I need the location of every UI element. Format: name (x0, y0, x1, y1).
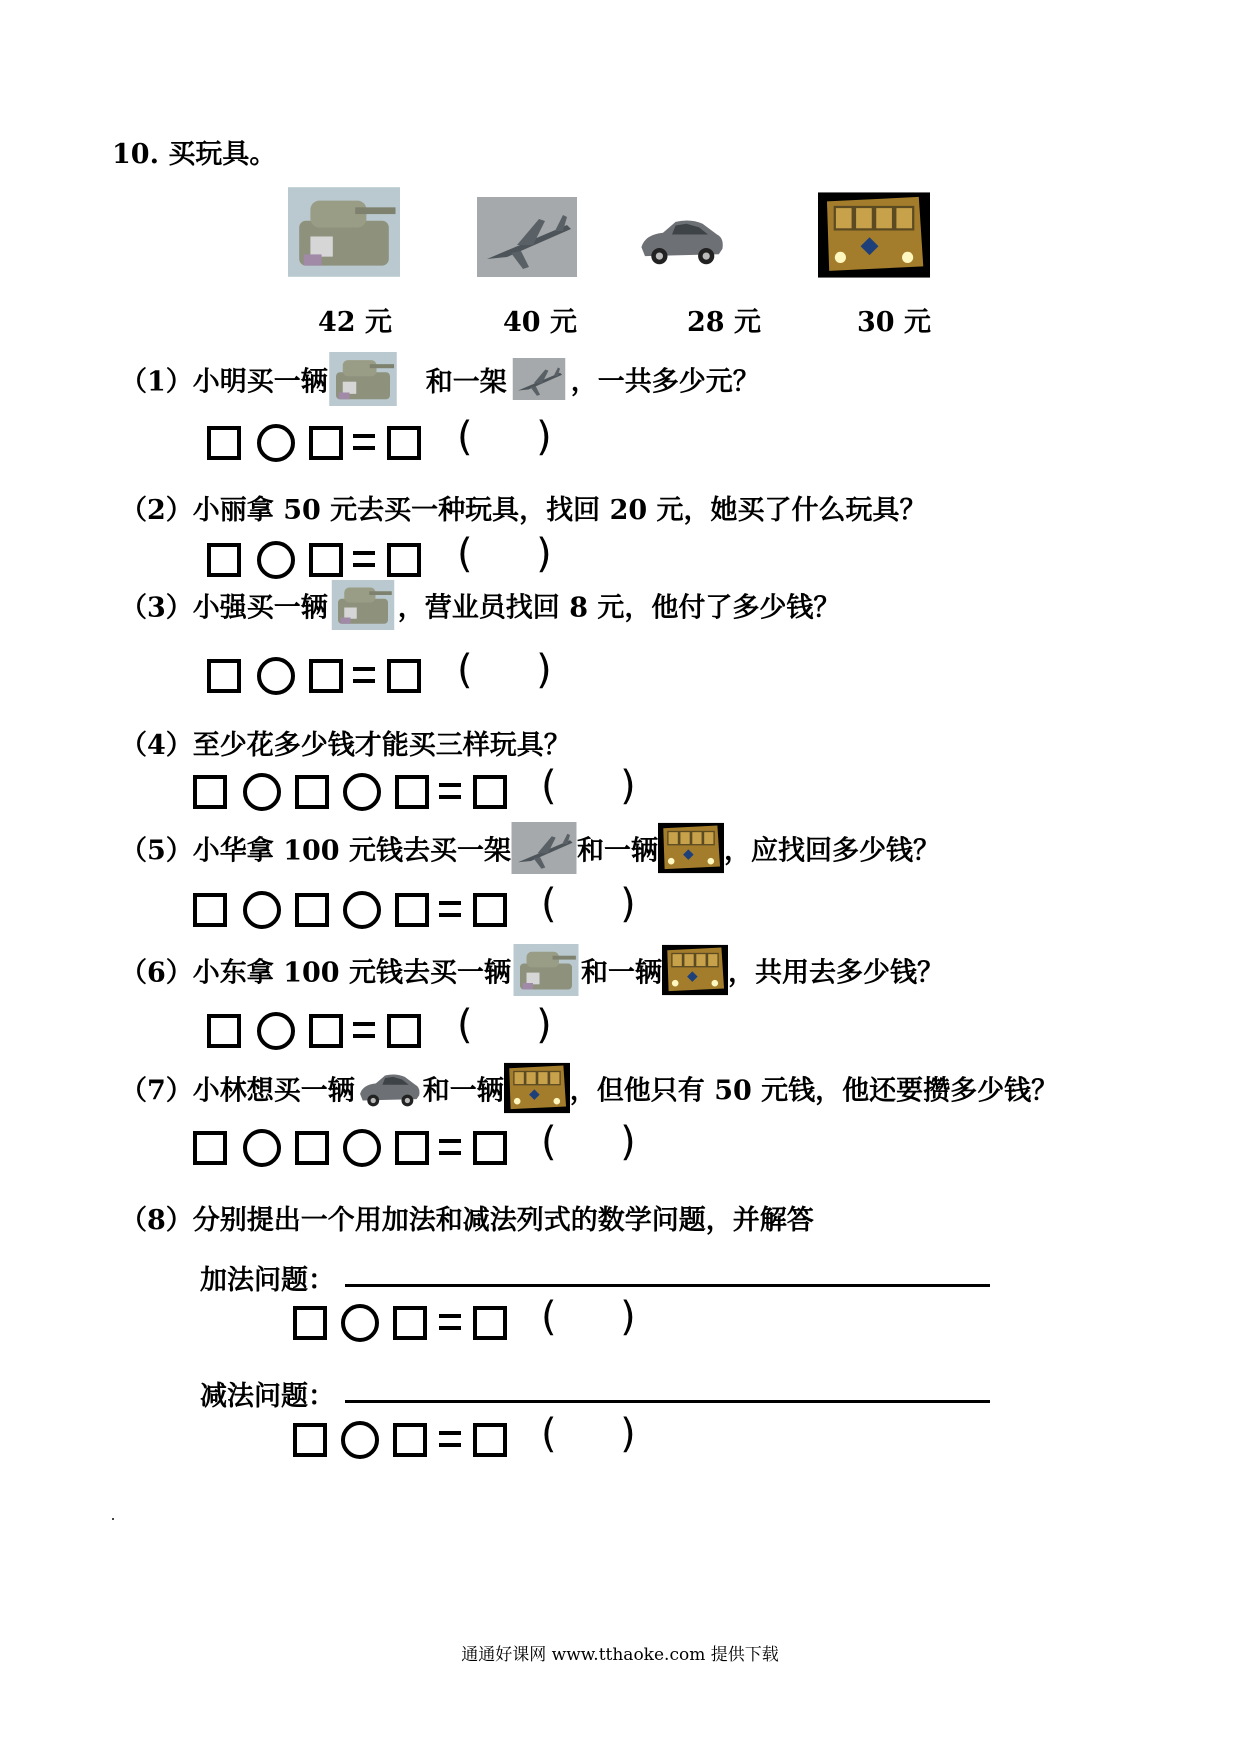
answer-box[interactable] (387, 1014, 421, 1048)
tank-image (288, 187, 400, 277)
tank-price: 42 元 (318, 307, 392, 338)
answer-box[interactable] (193, 1131, 227, 1165)
section-title: 10. 买玩具。 (112, 139, 277, 170)
operator-circle[interactable] (257, 541, 295, 579)
answer-box[interactable] (395, 893, 429, 927)
operator-circle[interactable] (243, 891, 281, 929)
equals-sign (439, 1314, 461, 1330)
plane-price: 40 元 (503, 307, 577, 338)
bus-image (818, 192, 930, 278)
plane-icon (511, 822, 577, 874)
answer-box[interactable] (295, 775, 329, 809)
answer-box[interactable] (395, 1131, 429, 1165)
footer-credit: 通通好课网 www.tthaoke.com 提供下载 (461, 1645, 779, 1665)
answer-box[interactable] (387, 659, 421, 693)
unit-parentheses[interactable]: ( ) (541, 881, 636, 927)
tank-icon (328, 580, 398, 630)
answer-box[interactable] (207, 543, 241, 577)
unit-parentheses[interactable]: ( ) (457, 1002, 552, 1048)
operator-circle[interactable] (341, 1421, 379, 1459)
answer-box[interactable] (387, 543, 421, 577)
answer-box[interactable] (393, 1306, 427, 1340)
answer-box[interactable] (207, 1014, 241, 1048)
unit-parentheses[interactable]: ( ) (457, 647, 552, 693)
equals-sign (353, 434, 375, 450)
answer-box[interactable] (387, 426, 421, 460)
answer-equation-1 (207, 414, 567, 468)
unit-parentheses[interactable]: ( ) (457, 531, 552, 577)
subtraction-answer-line[interactable] (345, 1400, 990, 1403)
subtraction-equation (293, 1411, 653, 1465)
question-7: （7）小林想买一辆 和一辆 ，但他只有 50 元钱，他还要攒多少钱？ (120, 1062, 1058, 1114)
bus-icon (504, 1062, 570, 1114)
equals-sign (439, 1431, 461, 1447)
plane-icon (507, 358, 571, 400)
answer-box[interactable] (207, 659, 241, 693)
answer-box[interactable] (309, 543, 343, 577)
answer-box[interactable] (473, 1306, 507, 1340)
equals-sign (353, 1022, 375, 1038)
answer-equation-6 (207, 1002, 567, 1056)
answer-box[interactable] (393, 1423, 427, 1457)
question-4: （4）至少花多少钱才能买三样玩具？ (120, 730, 571, 761)
answer-equation-4 (193, 763, 653, 817)
question-3: （3）小强买一辆 ，营业员找回 8 元，他付了多少钱？ (120, 580, 840, 630)
answer-equation-3 (207, 647, 567, 701)
equals-sign (353, 551, 375, 567)
stray-mark (112, 1518, 114, 1520)
answer-box[interactable] (295, 1131, 329, 1165)
car-image (636, 207, 726, 271)
answer-box[interactable] (207, 426, 241, 460)
answer-box[interactable] (309, 426, 343, 460)
bus-price: 30 元 (857, 307, 931, 338)
question-8: （8）分别提出一个用加法和减法列式的数学问题，并解答 (120, 1205, 814, 1236)
answer-box[interactable] (295, 893, 329, 927)
car-icon (355, 1065, 423, 1111)
answer-box[interactable] (193, 893, 227, 927)
operator-circle[interactable] (257, 424, 295, 462)
operator-circle[interactable] (243, 773, 281, 811)
answer-box[interactable] (293, 1423, 327, 1457)
answer-box[interactable] (473, 1423, 507, 1457)
addition-answer-line[interactable] (345, 1284, 990, 1287)
question-5: （5）小华拿 100 元钱去买一架 和一辆 ，应找回多少钱？ (120, 822, 940, 874)
answer-equation-2 (207, 531, 567, 585)
bus-icon (662, 944, 728, 996)
addition-label: 加法问题： (200, 1265, 335, 1296)
operator-circle[interactable] (343, 1129, 381, 1167)
unit-parentheses[interactable]: ( ) (541, 1119, 636, 1165)
answer-box[interactable] (309, 1014, 343, 1048)
question-2: （2）小丽拿 50 元去买一种玩具，找回 20 元，她买了什么玩具？ (120, 495, 927, 526)
equals-sign (439, 901, 461, 917)
operator-circle[interactable] (343, 773, 381, 811)
question-1: （1）小明买一辆 和一架 ，一共多少元？ (120, 352, 760, 406)
answer-box[interactable] (309, 659, 343, 693)
answer-box[interactable] (473, 775, 507, 809)
car-price: 28 元 (687, 307, 761, 338)
answer-box[interactable] (473, 1131, 507, 1165)
answer-equation-7 (193, 1119, 653, 1173)
equals-sign (353, 667, 375, 683)
unit-parentheses[interactable]: ( ) (541, 763, 636, 809)
tank-icon (328, 352, 398, 406)
operator-circle[interactable] (243, 1129, 281, 1167)
plane-image (477, 197, 577, 277)
question-6: （6）小东拿 100 元钱去买一辆 和一辆 ，共用去多少钱？ (120, 944, 944, 996)
operator-circle[interactable] (257, 1012, 295, 1050)
answer-box[interactable] (473, 893, 507, 927)
answer-box[interactable] (193, 775, 227, 809)
equals-sign (439, 1139, 461, 1155)
operator-circle[interactable] (257, 657, 295, 695)
equals-sign (439, 783, 461, 799)
answer-box[interactable] (395, 775, 429, 809)
addition-equation (293, 1294, 653, 1348)
bus-icon (658, 822, 724, 874)
tank-icon (511, 944, 581, 996)
operator-circle[interactable] (343, 891, 381, 929)
unit-parentheses[interactable]: ( ) (541, 1294, 636, 1340)
subtraction-label: 减法问题： (200, 1381, 335, 1412)
answer-equation-5 (193, 881, 653, 935)
answer-box[interactable] (293, 1306, 327, 1340)
unit-parentheses[interactable]: ( ) (457, 414, 552, 460)
operator-circle[interactable] (341, 1304, 379, 1342)
unit-parentheses[interactable]: ( ) (541, 1411, 636, 1457)
